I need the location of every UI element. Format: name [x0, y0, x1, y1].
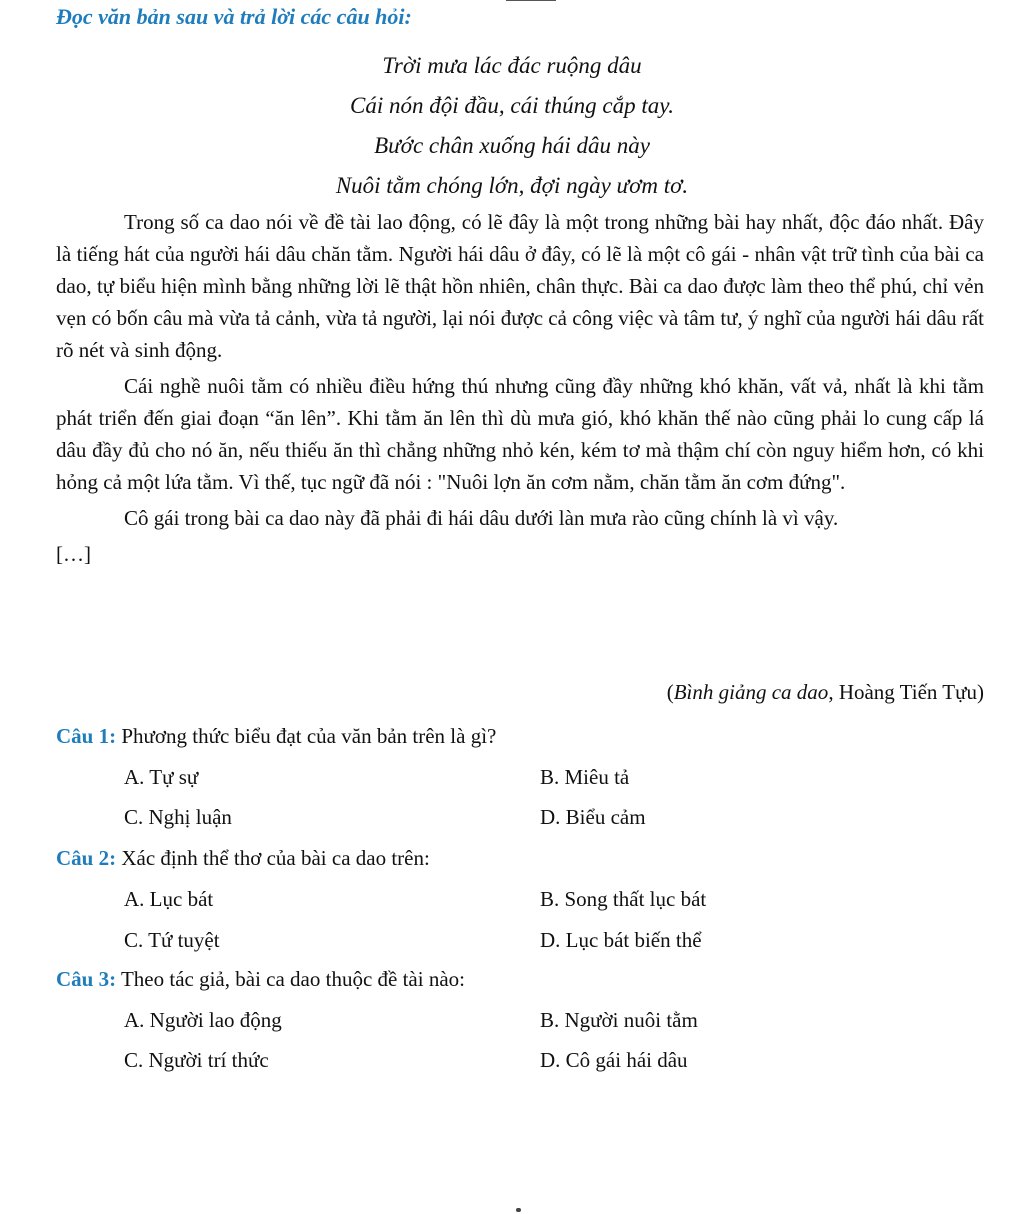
option-c[interactable]: C. Tứ tuyệt	[124, 928, 220, 952]
option-a[interactable]: A. Người lao động	[124, 1008, 282, 1032]
page-mark	[516, 1208, 521, 1212]
question-2	[56, 846, 996, 871]
citation	[667, 680, 984, 705]
option-a[interactable]: A. Lục bát	[124, 887, 214, 911]
question-label: Câu 2:	[56, 846, 117, 870]
option-d[interactable]: D. Lục bát biến thể	[540, 928, 702, 952]
top-rule	[506, 0, 556, 1]
option-b[interactable]: B. Người nuôi tằm	[540, 1008, 698, 1032]
ellipsis: […]	[56, 542, 91, 566]
question-1	[56, 724, 996, 749]
citation-open: (	[666, 680, 674, 704]
essay-paragraph: Trong số ca dao nói về đề tài lao động, có lẽ đây là một trong những bài hay nhất, độc đáo nhất. Đây là tiếng hát của người hái dâu chăn tằm. Người hái dâu ở đây, có lẽ là một cô gái - nhân vật trữ tình của bài ca dao, tự biểu hiện mình bằng những lời lẽ thật hồn nhiên, chân thực. Bài ca dao được làm theo thể phú, chỉ vẻn vẹn có bốn câu mà vừa tả cảnh, vừa tả người, lại nói được cả công việc và tâm tư, ý nghĩ của người hái dâu rất rõ nét và sinh động.	[56, 210, 984, 362]
instruction-heading: Đọc văn bản sau và trả lời các câu hỏi:	[56, 4, 412, 29]
poem	[0, 46, 1024, 206]
citation-book-title: Bình giảng ca dao	[673, 680, 829, 704]
essay-paragraph: Cái nghề nuôi tằm có nhiều điều hứng thú nhưng cũng đầy những khó khăn, vất vả, nhất là khi tằm phát triển đến giai đoạn “ăn lên”. Khi tằm ăn lên thì dù mưa gió, khó khăn thế nào cũng phải lo cung cấp lá dâu đầy đủ cho nó ăn, nếu thiếu ăn thì chẳng những nhỏ kén, kém tơ mà thậm chí còn nguy hiểm hơn, có khi hỏng cả một lứa tằm. Vì thế, tục ngữ đã nói : "Nuôi lợn ăn cơm nằm, chăn tằm ăn cơm đứng".	[56, 374, 984, 494]
question-label: Câu 1:	[56, 724, 117, 748]
poem-line: Nuôi tằm chóng lớn, đợi ngày ươm tơ.	[335, 173, 689, 198]
poem-line: Trời mưa lác đác ruộng dâu	[382, 53, 642, 78]
essay-paragraph: Cô gái trong bài ca dao này đã phải đi hái dâu dưới làn mưa rào cũng chính là vì vậy.	[124, 506, 839, 530]
option-b[interactable]: B. Song thất lục bát	[540, 887, 707, 911]
option-d[interactable]: D. Biểu cảm	[540, 805, 646, 829]
question-text: Theo tác giả, bài ca dao thuộc đề tài nào:	[116, 967, 465, 991]
option-b[interactable]: B. Miêu tả	[540, 765, 630, 789]
question-text: Xác định thể thơ của bài ca dao trên:	[116, 846, 430, 870]
citation-author: , Hoàng Tiến Tựu)	[828, 680, 984, 704]
poem-line: Bước chân xuống hái dâu này	[374, 133, 650, 158]
option-c[interactable]: C. Người trí thức	[124, 1048, 269, 1072]
option-c[interactable]: C. Nghị luận	[124, 805, 232, 829]
poem-line: Cái nón đội đầu, cái thúng cắp tay.	[350, 93, 674, 118]
option-d[interactable]: D. Cô gái hái dâu	[540, 1048, 688, 1072]
essay-body	[56, 206, 984, 570]
option-a[interactable]: A. Tự sự	[124, 765, 199, 789]
question-text: Phương thức biểu đạt của văn bản trên là gì?	[116, 724, 497, 748]
question-3	[56, 967, 996, 992]
question-label: Câu 3:	[56, 967, 117, 991]
